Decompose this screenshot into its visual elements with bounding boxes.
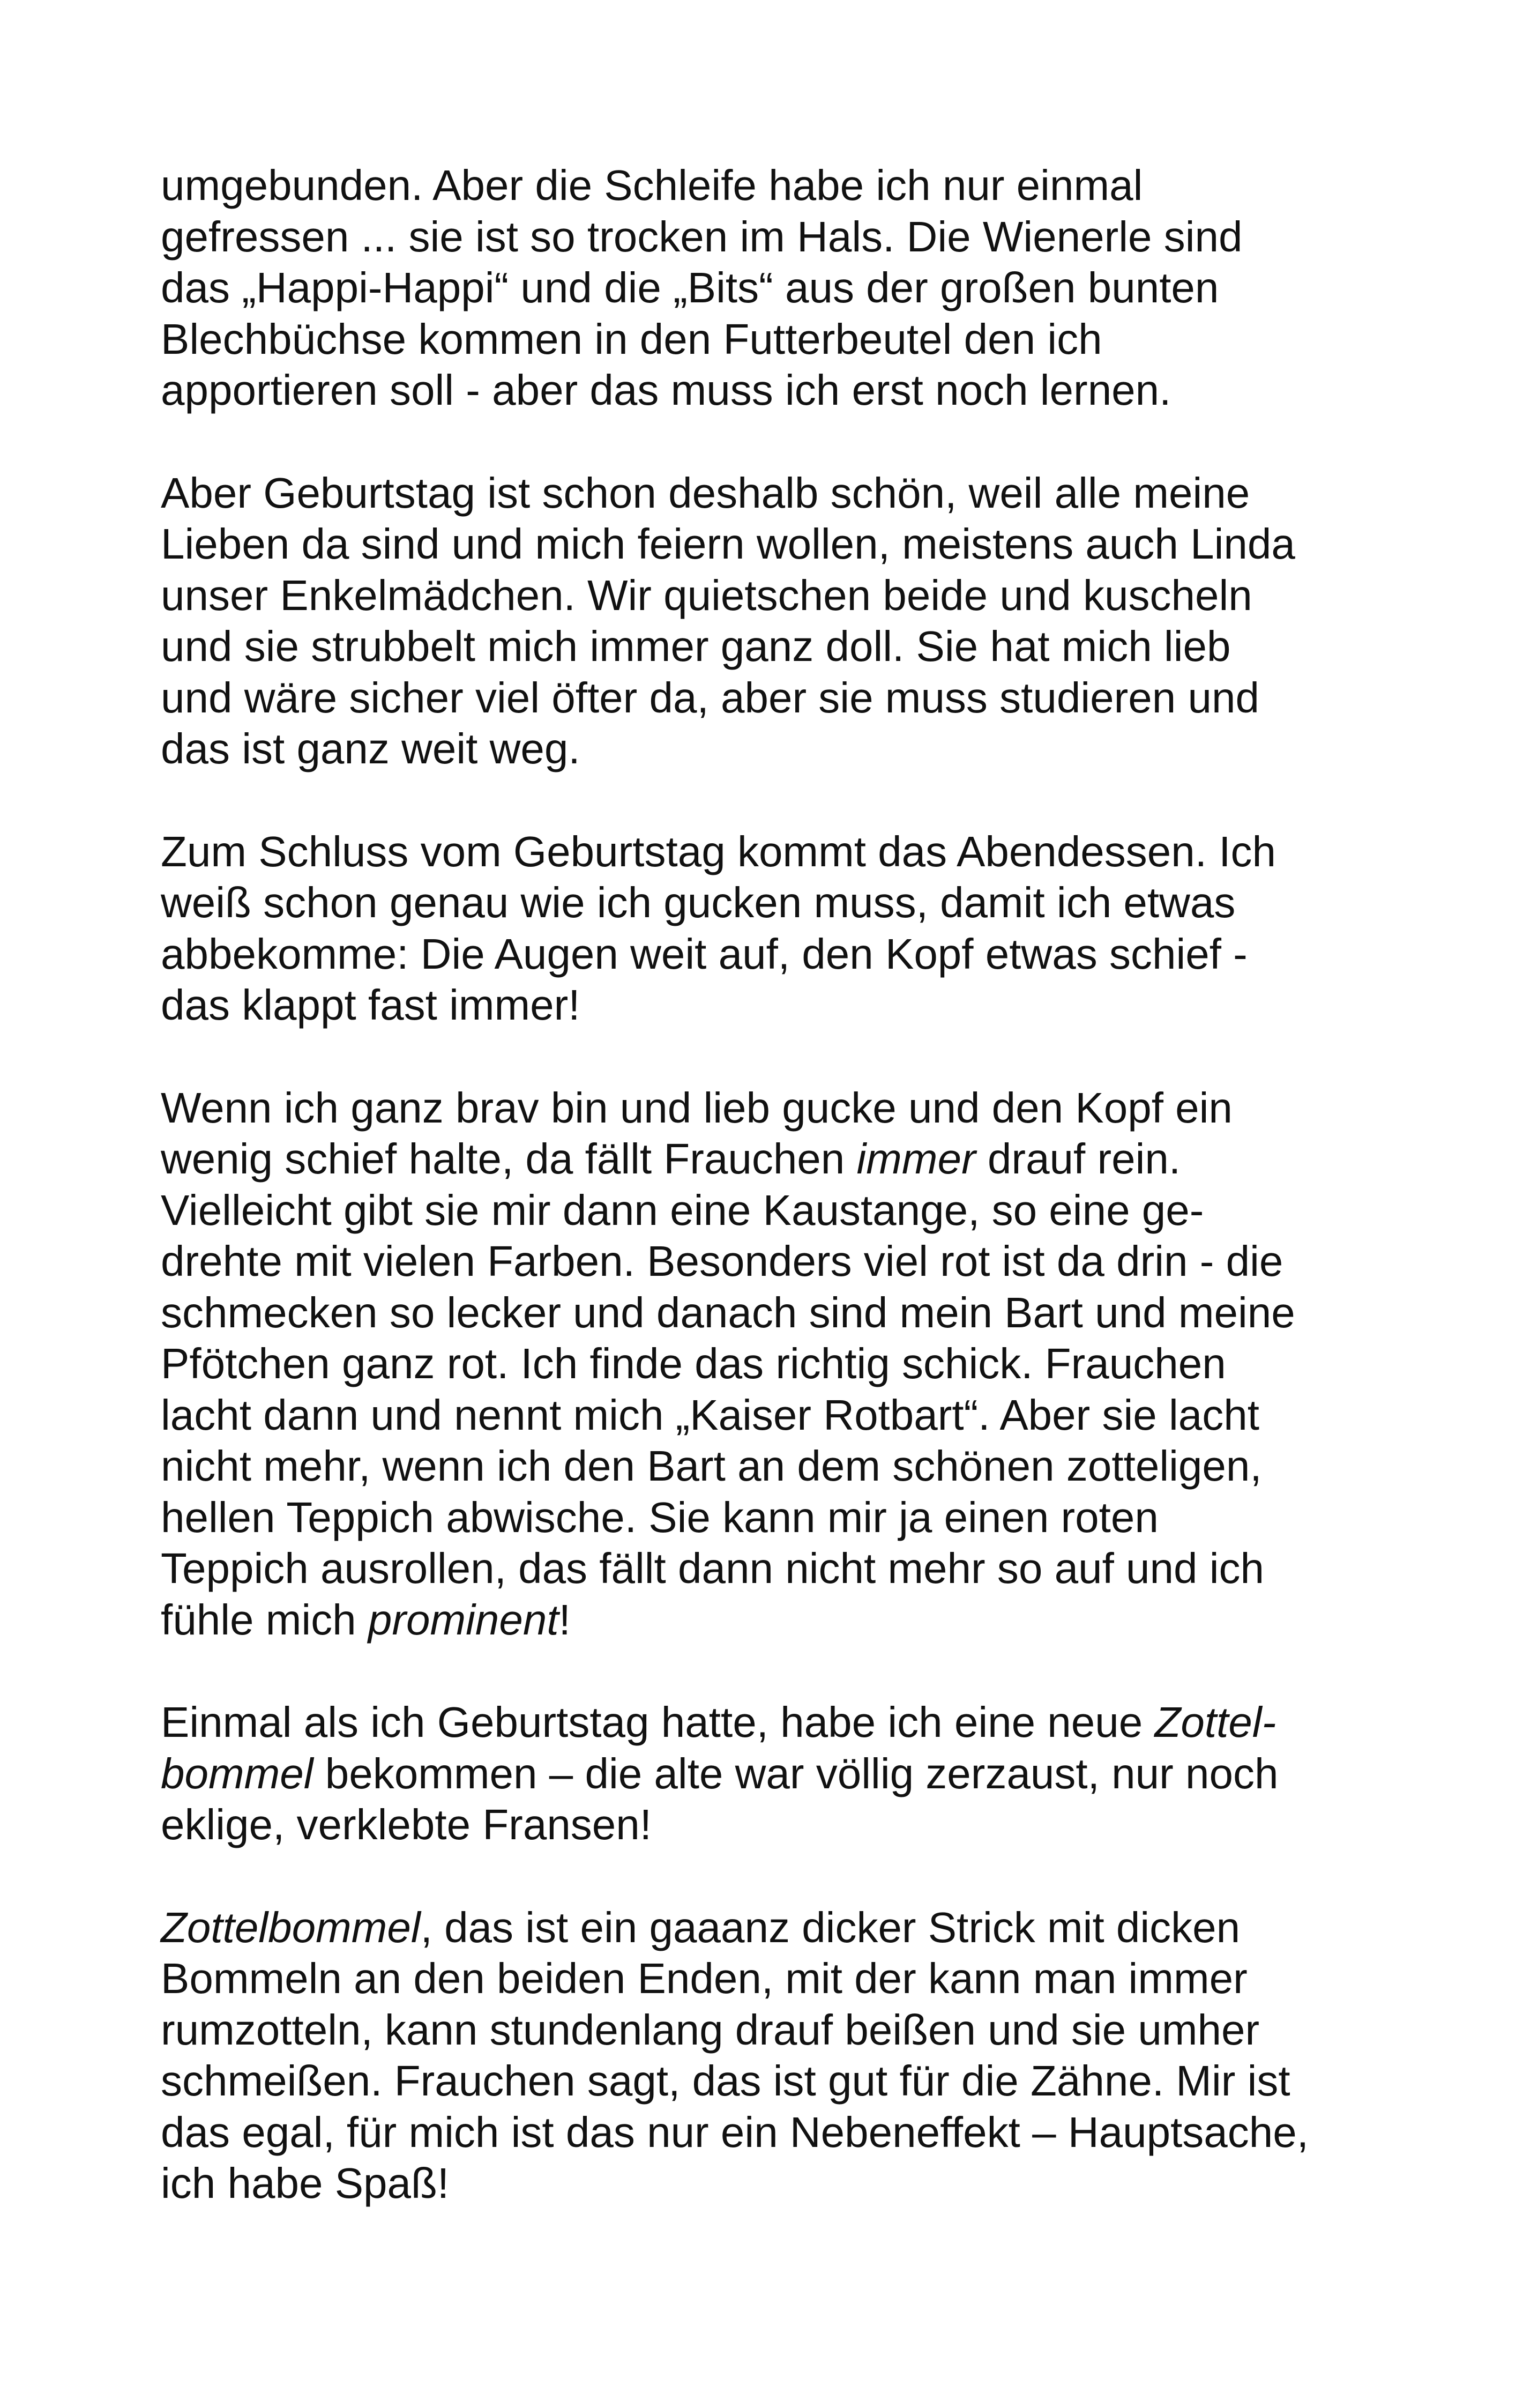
text-segment: wenig schief halte, da fällt Frauchen [161, 1135, 857, 1183]
text-segment: Lieben da sind und mich feiern wollen, meistens auch Linda [161, 520, 1295, 568]
text-segment: und sie strubbelt mich immer ganz doll. Sie hat mich lieb [161, 622, 1231, 670]
text-segment: lacht dann und nennt mich „Kaiser Rotbart“. Aber sie lacht [161, 1391, 1259, 1439]
text-line [161, 262, 1393, 314]
paragraph [161, 160, 1393, 416]
text-segment: apportieren soll - aber das muss ich erst noch lernen. [161, 366, 1171, 414]
italic-text: Zottelbommel [161, 1903, 421, 1951]
text-segment: bekommen – die alte war völlig zerzaust, nur noch [313, 1749, 1279, 1797]
text-line [161, 1492, 1393, 1543]
text-line [161, 928, 1393, 980]
text-segment: rumzotteln, kann stundenlang drauf beißen und sie umher [161, 2005, 1260, 2054]
text-line [161, 826, 1393, 878]
text-line [161, 1543, 1393, 1594]
text-line [161, 211, 1393, 263]
text-line [161, 1697, 1393, 1748]
text-line [161, 467, 1393, 519]
text-segment: Zum Schluss vom Geburtstag kommt das Abendessen. Ich [161, 827, 1276, 875]
text-segment: Wenn ich ganz brav bin und lieb gucke und den Kopf ein [161, 1083, 1233, 1132]
text-segment: und wäre sicher viel öfter da, aber sie muss studieren und [161, 673, 1259, 722]
text-segment: Einmal als ich Geburtstag hatte, habe ich eine neue [161, 1698, 1155, 1746]
document-page [161, 160, 1393, 2261]
text-line [161, 1338, 1393, 1389]
text-segment: abbekomme: Die Augen weit auf, den Kopf etwas schief - [161, 930, 1248, 978]
text-segment: drehte mit vielen Farben. Besonders viel rot ist da drin - die [161, 1237, 1283, 1285]
text-segment: umgebunden. Aber die Schleife habe ich nur einmal [161, 161, 1143, 209]
text-segment: fühle mich [161, 1595, 368, 1644]
text-line [161, 1133, 1393, 1185]
italic-text: prominent [368, 1595, 559, 1644]
text-line [161, 365, 1393, 416]
text-segment: eklige, verklebte Fransen! [161, 1801, 652, 1848]
text-line [161, 1748, 1393, 1800]
text-segment: das „Happi-Happi“ und die „Bits“ aus der großen bunten [161, 264, 1219, 311]
italic-text: immer [856, 1135, 976, 1183]
text-segment: Pfötchen ganz rot. Ich finde das richtig schick. Frauchen [161, 1340, 1226, 1387]
text-segment: weiß schon genau wie ich gucken muss, damit ich etwas [161, 879, 1236, 926]
text-line [161, 1594, 1393, 1646]
text-line [161, 979, 1393, 1031]
text-segment: nicht mehr, wenn ich den Bart an dem schönen zotteligen, [161, 1442, 1262, 1490]
text-line [161, 1799, 1393, 1850]
text-line [161, 723, 1393, 775]
text-segment: Teppich ausrollen, das fällt dann nicht mehr so auf und ich [161, 1544, 1265, 1592]
text-line [161, 1440, 1393, 1492]
paragraph [161, 826, 1393, 1031]
text-line [161, 1953, 1393, 2004]
text-segment: Blechbüchse kommen in den Futterbeutel den ich [161, 315, 1102, 363]
text-line [161, 1902, 1393, 1953]
text-line [161, 2158, 1393, 2209]
text-line [161, 2055, 1393, 2107]
text-segment: schmeißen. Frauchen sagt, das ist gut für die Zähne. Mir ist [161, 2057, 1290, 2105]
paragraph [161, 1697, 1393, 1850]
text-segment: das ist ganz weit weg. [161, 725, 580, 772]
text-line [161, 877, 1393, 928]
text-segment: ich habe Spaß! [161, 2159, 450, 2207]
text-line [161, 2004, 1393, 2056]
text-segment: Aber Geburtstag ist schon deshalb schön, weil alle meine [161, 469, 1250, 517]
text-segment: unser Enkelmädchen. Wir quietschen beide und kuscheln [161, 571, 1252, 619]
paragraph [161, 467, 1393, 775]
paragraph [161, 1082, 1393, 1646]
text-segment: drauf rein. [975, 1135, 1181, 1183]
text-line [161, 2107, 1393, 2158]
text-segment: Bommeln an den beiden Enden, mit der kann man immer [161, 1954, 1248, 2002]
text-line [161, 570, 1393, 621]
text-segment: gefressen ... sie ist so trocken im Hals. Die Wienerle sind [161, 212, 1243, 261]
text-segment: schmecken so lecker und danach sind mein Bart und meine [161, 1288, 1295, 1336]
text-segment: , das ist ein gaaanz dicker Strick mit dicken [420, 1903, 1241, 1951]
text-line [161, 314, 1393, 365]
text-line [161, 1287, 1393, 1339]
text-line [161, 1236, 1393, 1287]
text-segment: das egal, für mich ist das nur ein Nebeneffekt – Hauptsache, [161, 2108, 1309, 2156]
text-line [161, 518, 1393, 570]
paragraph [161, 1902, 1393, 2209]
text-segment: ! [558, 1595, 571, 1644]
text-line [161, 1185, 1393, 1236]
italic-text: Zottel- [1154, 1698, 1276, 1746]
text-segment: Vielleicht gibt sie mir dann eine Kaustange, so eine ge- [161, 1186, 1204, 1234]
text-line [161, 1389, 1393, 1441]
text-line [161, 672, 1393, 724]
text-line [161, 160, 1393, 211]
text-segment: das klappt fast immer! [161, 981, 580, 1029]
italic-text: bommel [161, 1749, 313, 1797]
text-segment: hellen Teppich abwische. Sie kann mir ja einen roten [161, 1493, 1159, 1541]
text-line [161, 621, 1393, 672]
text-line [161, 1082, 1393, 1134]
